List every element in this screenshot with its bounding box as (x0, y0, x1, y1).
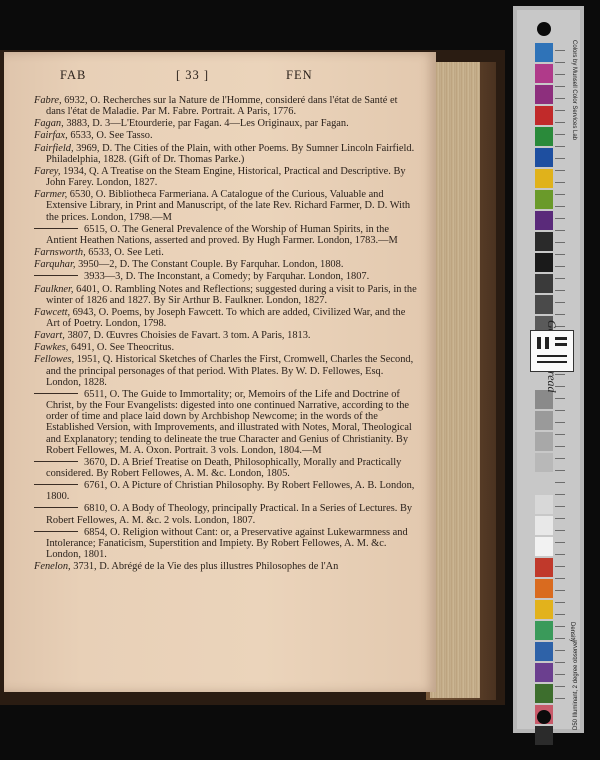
entry-author: Fawcett, (34, 306, 71, 318)
catalogue-entry (34, 247, 419, 258)
color-patch (535, 127, 553, 146)
card-hole-top (537, 22, 551, 36)
catalogue-entry (34, 224, 419, 246)
color-patch (535, 253, 553, 272)
catalogue-entry (34, 259, 419, 270)
color-patch (535, 106, 553, 125)
card-caption-top: Colors by Munsell Color Services Lab (571, 40, 577, 141)
catalogue-entries (34, 95, 419, 573)
entry-author: Farey, (34, 165, 61, 177)
color-patch (535, 600, 553, 619)
entry-author: Farmer, (34, 189, 68, 201)
entry-text: 3731, D. Abrégé de la Vie des plus illustres Philosophes de l'An (70, 561, 339, 573)
entry-text: 3883, D. 3—L'Etourderie, par Fagan. 4—Les Originaux, par Fagan. (63, 118, 349, 130)
color-patch (535, 169, 553, 188)
catalogue-entry (34, 503, 419, 525)
ditto-dash (34, 228, 78, 229)
color-patch (535, 474, 553, 493)
catalogue-entry (34, 330, 419, 341)
entry-text: 3969, D. The Cities of the Plain, with other Poems. By Sumner Lincoln Fairfield. Philadelphia, 1828. (Gift of Dr. Thomas Parke.) (46, 142, 415, 165)
color-patches-top (535, 43, 553, 337)
entry-text: 1951, Q. Historical Sketches of Charles the First, Cromwell, Charles the Second, and the principal personages of that period. With Plates. By W. D. Fellowes, Esq. London, 1828. (46, 354, 414, 388)
page-fore-edge (430, 62, 480, 698)
color-patch (535, 232, 553, 251)
ditto-dash (34, 507, 78, 508)
card-hole-bottom (537, 710, 551, 724)
color-patch (535, 43, 553, 62)
entry-author: Fawkes, (34, 342, 69, 354)
ditto-dash (34, 393, 78, 394)
entry-text: 6511, O. The Guide to Immortality; or, Memoirs of the Life and Doctrine of Christ, by the Four Evangelists: digested into one continued Narrative, according to the order of time and place laid down by Archbishop Newcome; in the words of the Established Version, with Improvements, and illustrated with Notes, Moral, Theological and Explanatory; tending to delineate the true Character and Genius of Christianity. By Robert Fellowes, M. A. Oxon. Portrait. 3 vols. London, 1804.—M (46, 388, 412, 456)
ditto-dash (34, 531, 78, 532)
entry-text: 6533, O. See Leti. (85, 247, 164, 259)
color-patch (535, 537, 553, 556)
entry-text: 3950—2, D. The Constant Couple. By Farquhar. London, 1808. (75, 259, 344, 271)
ditto-dash (34, 461, 78, 462)
entry-text: 6401, O. Rambling Notes and Reflections; suggested during a visit to Paris, in the winter of 1826 and 1827. By Sir Arthur B. Faulkner. London, 1827. (46, 283, 417, 306)
catalogue-entry (34, 561, 419, 572)
color-patch (535, 64, 553, 83)
entry-text: 6533, O. See Tasso. (67, 130, 153, 142)
catalogue-entry (34, 342, 419, 353)
entry-text: 1934, Q. A Treatise on the Steam Engine, Historical, Practical and Descriptive. By John Farey. London, 1827. (46, 165, 406, 189)
entry-author: Fairfax, (34, 130, 68, 142)
entry-author: Fabre, (34, 95, 62, 106)
color-patch (535, 432, 553, 451)
color-patch (535, 411, 553, 430)
color-patch (535, 495, 553, 514)
color-patch (535, 211, 553, 230)
entry-text: 6491, O. See Theocritus. (68, 342, 175, 354)
entry-author: Fagan, (34, 118, 64, 130)
entry-text: 6515, O. The General Prevalence of the Worship of Human Spirits, in the Antient Heathen Nations, asserted and proved. By Hugh Farmer. London, 1783.—M (46, 223, 398, 246)
entry-author: Fairfield, (34, 142, 74, 154)
color-patch (535, 684, 553, 703)
color-patch (535, 621, 553, 640)
catalogue-entry (34, 480, 419, 502)
color-patch (535, 85, 553, 104)
entry-text: 6761, O. A Picture of Christian Philosophy. By Robert Fellowes, A. B. London, 1800. (46, 480, 415, 503)
color-patch (535, 453, 553, 472)
entry-author: Faulkner, (34, 283, 74, 295)
color-patch (535, 558, 553, 577)
page-number: [ 33 ] (176, 68, 210, 82)
entry-text: 6854, O. Religion without Cant: or, a Preservative against Lukewarmness and Intolerance; Fanaticism, Superstition and Impiety. By Robert Fellowes, A. M. &c. London, 1801. (46, 526, 408, 561)
entry-text: 6932, O. Recherches sur la Nature de l'Homme, consideré dans l'état de Santé et dans l'état de Maladie. Par M. Fabre. Portrait. A Paris, 1776. (46, 95, 398, 118)
color-patch (535, 726, 553, 745)
card-caption-bottom: D50 Illuminant, 2 degree observer (573, 639, 579, 730)
entry-text: 6530, O. Bibliotheca Farmeriana. A Catalogue of the Curious, Valuable and Extensive Library, in Print and Manuscript, of the late Rev. Richard Farmer, D. D. With the prices. London, 1798.—M (46, 189, 411, 223)
catalogue-entry (34, 271, 419, 282)
color-patch (535, 663, 553, 682)
resolution-target (530, 330, 574, 372)
catalogue-entry (34, 307, 419, 329)
entry-text: 6943, O. Poems, by Joseph Fawcett. To which are added, Civilized War, and the Art of Poetry. London, 1798. (46, 306, 406, 329)
color-patch (535, 274, 553, 293)
color-patch (535, 295, 553, 314)
entry-author: Farquhar, (34, 259, 76, 271)
color-patch (535, 148, 553, 167)
entry-text: 3670, D. A Brief Treatise on Death, Philosophically, Morally and Practically considered. By Robert Fellowes, A. M. &c. London, 1805. (46, 456, 402, 479)
color-patch (535, 579, 553, 598)
color-patch (535, 642, 553, 661)
color-patch (535, 516, 553, 535)
catalogue-entry (34, 189, 419, 222)
catalogue-entry (34, 95, 419, 117)
entry-author: Fellowes, (34, 354, 75, 366)
catalogue-entry (34, 284, 419, 306)
catalogue-entry (34, 389, 419, 456)
catalogue-entry (34, 527, 419, 560)
entry-text: 3933—3, D. The Inconstant, a Comedy; by Farquhar. London, 1807. (84, 271, 370, 283)
ditto-dash (34, 484, 78, 485)
catalogue-entry (34, 143, 419, 165)
header-right-word: FEN (286, 68, 313, 82)
color-patch (535, 190, 553, 209)
entry-text: 6810, O. A Body of Theology, principally Practical. In a Series of Lectures. By Robert Fellowes, A. M. &c. 2 vols. London, 1807. (46, 503, 413, 526)
entry-text: 3807, D. Œuvres Choisies de Favart. 3 tom. A Paris, 1813. (64, 330, 311, 342)
entry-author: Farnsworth, (34, 247, 86, 259)
entry-author: Fenelon, (34, 561, 71, 573)
card-caption-density: Density (569, 622, 575, 643)
header-left-word: FAB (60, 68, 87, 82)
catalogue-entry (34, 166, 419, 188)
catalogue-entry (34, 118, 419, 129)
catalogue-entry (34, 130, 419, 141)
color-patches-bottom (535, 390, 553, 747)
ditto-dash (34, 275, 78, 276)
catalogue-entry (34, 354, 419, 387)
catalogue-entry (34, 457, 419, 479)
running-header (60, 68, 360, 84)
entry-author: Favart, (34, 330, 65, 342)
